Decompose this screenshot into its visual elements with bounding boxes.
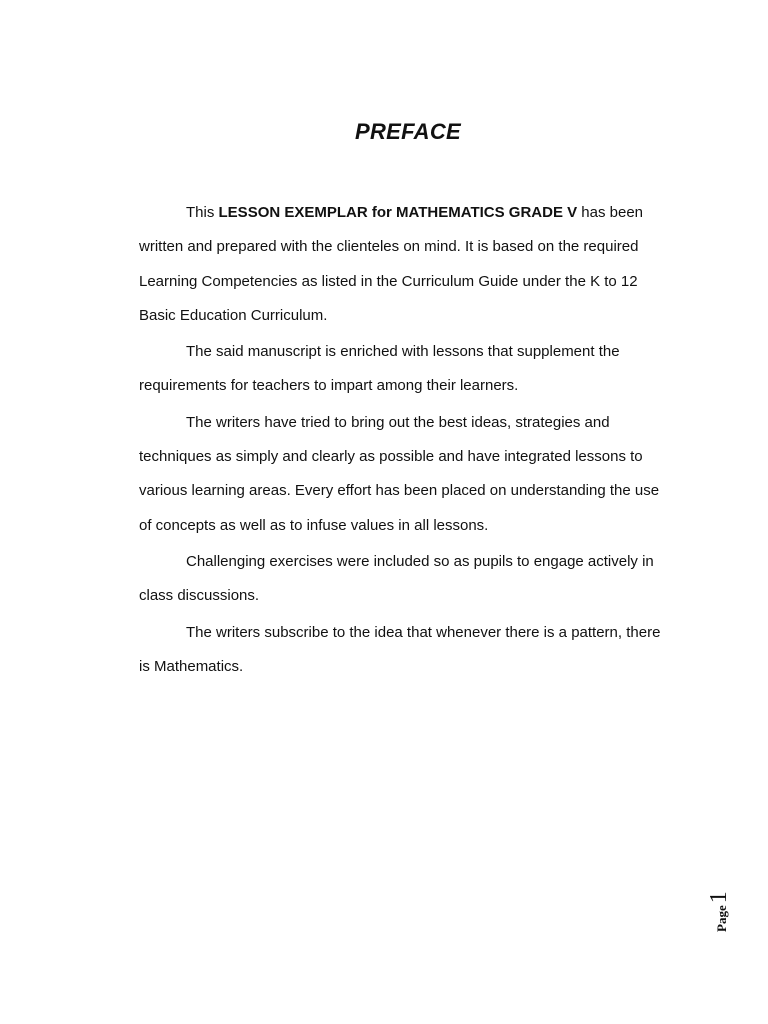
preface-body xyxy=(139,196,674,686)
paragraph-intro-lead: This xyxy=(186,204,219,221)
paragraph-intro xyxy=(139,196,674,333)
page-number: 1 xyxy=(706,891,732,904)
paragraph-writers-ideas: The writers have tried to bring out the best ideas, strategies and techniques as simply and clearly as possible and have integrated lessons to various learning areas. Every effort has been placed on understanding the use of concepts as well as to infuse values in all lessons. xyxy=(139,413,660,534)
paragraph-pattern: The writers subscribe to the idea that whenever there is a pattern, there is Mathematics. xyxy=(139,623,661,675)
page-title: PREFACE xyxy=(354,119,461,144)
paragraph-intro-rest: has been written and prepared with the clienteles on mind. It is based on the required Learning Competencies as listed in the Curriculum Guide under the K to 12 Basic Education Curriculum. xyxy=(139,204,644,324)
page-number-footer xyxy=(706,884,746,940)
paragraph-manuscript: The said manuscript is enriched with lessons that supplement the requirements for teachers to impart among their learners. xyxy=(139,343,620,395)
page-label: Page xyxy=(714,905,729,932)
paragraph-intro-bold: LESSON EXEMPLAR for MATHEMATICS GRADE V xyxy=(218,204,578,221)
paragraph-exercises: Challenging exercises were included so as pupils to engage actively in class discussions. xyxy=(139,552,654,605)
